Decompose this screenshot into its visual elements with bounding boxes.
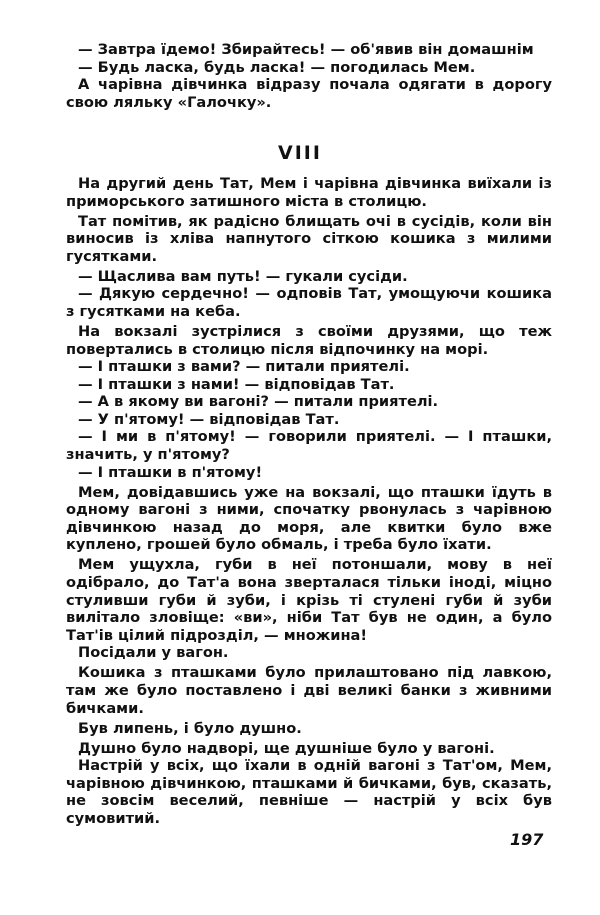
paragraph: — І ми в п'ятому! — говорили приятелі. — І пташки, значить, у п'ятому? (66, 428, 552, 464)
paragraph: Мем, довідавшись уже на вокзалі, що пташки їдуть в одному вагоні з ними, спочатку рвонулась з чарівною дівчинкою назад до моря, але квитки було вже куплено, грошей було обмаль, і треба було їхати. (66, 483, 552, 554)
paragraph: — А в якому ви вагоні? — питали приятелі. (78, 393, 439, 411)
page-number: 197 (510, 830, 544, 849)
paragraph: А чарівна дівчинка відразу почала одягати в дорогу свою ляльку «Галочку». (66, 76, 552, 111)
paragraph: Настрій у всіх, що їхали в одній вагоні з Тат'ом, Мем, чарівною дівчинкою, пташками й бичками, був, сказать, не зовсім веселий, певніше — настрій у всіх був сумовитий. (66, 757, 552, 827)
paragraph: — Будь ласка, будь ласка! — погодилась Мем. (78, 58, 476, 76)
chapter-text-block (66, 175, 552, 828)
paragraph: — Дякую сердечно! — одповів Тат, умощуючи кошика з гусятками на кеба. (66, 285, 552, 320)
paragraph: Був липень, і було душно. (78, 719, 302, 737)
chapter-heading: VIII (278, 142, 322, 164)
paragraph: Посідали у вагон. (78, 644, 229, 662)
paragraph: Душно було надворі, ще душніше було у вагоні. (78, 739, 495, 757)
paragraph: На другий день Тат, Мем і чарівна дівчинка виїхали із приморського затишного міста в столицю. (66, 175, 552, 210)
top-text-block (66, 41, 552, 111)
paragraph: — І пташки з вами? — питали приятелі. (78, 358, 410, 376)
paragraph: — Завтра їдемо! Збирайтесь! — об'явив він домашнім (78, 41, 534, 58)
paragraph: На вокзалі зустрілися з своїми друзями, що теж повертались в столицю після відпочинку на морі. (66, 322, 552, 358)
paragraph: — І пташки з нами! — відповідав Тат. (78, 375, 395, 393)
paragraph: Мем ущухла, губи в неї потоншали, мову в неї одібрало, до Тат'а вона зверталася тільки іноді, міцно стуливши губи й зуби, і крізь ті стулені губи й зуби вилітало зловіще: «ви», ніби Тат був не один, а було Тат'ів цілий підрозділ, — множина! (66, 556, 552, 644)
paragraph: — У п'ятому! — відповідав Тат. (78, 410, 340, 428)
paragraph: Кошика з пташками було прилаштовано під лавкою, там же було поставлено і дві великі банки з живними бичками. (66, 664, 552, 717)
paragraph: Тат помітив, як радісно блищать очі в сусідів, коли він виносив із хліва напнутого сіткою кошика з милими гусятками. (66, 212, 552, 265)
paragraph: — І пташки в п'ятому! (78, 463, 263, 481)
paragraph: — Щаслива вам путь! — гукали сусіди. (78, 267, 408, 285)
